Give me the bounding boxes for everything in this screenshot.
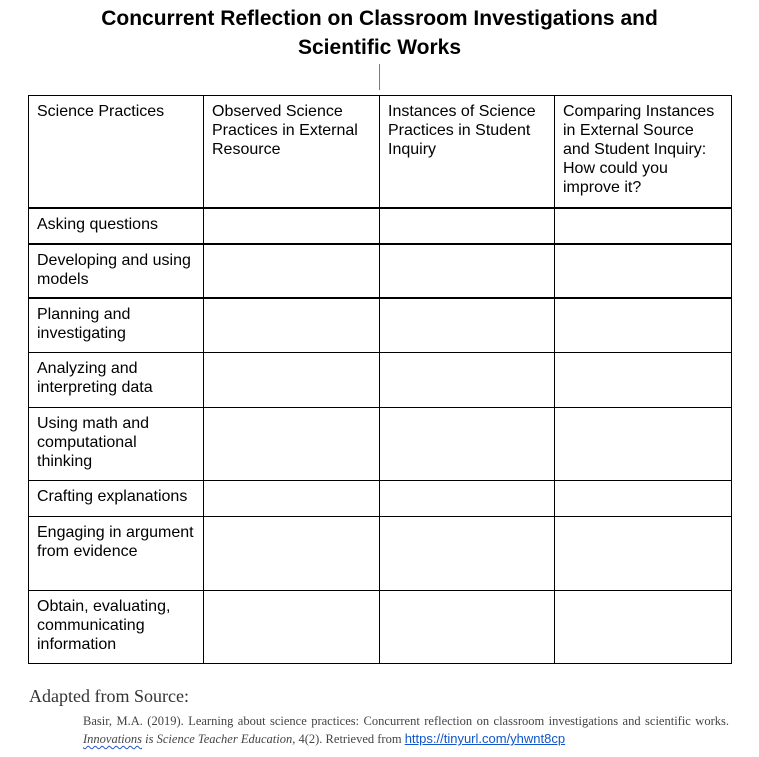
empty-cell[interactable] [380, 353, 555, 408]
empty-cell[interactable] [380, 481, 555, 517]
empty-cell[interactable] [380, 591, 555, 664]
table-header-row [29, 96, 732, 208]
table-row [29, 298, 732, 353]
spellcheck-underlined-word: Innovations [83, 732, 143, 746]
journal-name [83, 732, 295, 746]
practice-cell[interactable]: Planning and investigating [29, 298, 204, 353]
table-row [29, 208, 732, 244]
practice-cell[interactable]: Crafting explanations [29, 481, 204, 517]
practice-cell[interactable]: Asking questions [29, 208, 204, 244]
practice-cell[interactable]: Using math and computational thinking [29, 408, 204, 481]
header-cell-comparing-instances[interactable]: Comparing Instances in External Source and Student Inquiry: How could you improve it? [555, 96, 732, 208]
source-heading: Adapted from Source: [29, 686, 189, 706]
text-cursor [379, 64, 380, 90]
empty-cell[interactable] [204, 408, 380, 481]
empty-cell[interactable] [380, 408, 555, 481]
empty-cell[interactable] [380, 517, 555, 591]
citation [83, 712, 729, 748]
table-row [29, 408, 732, 481]
header-cell-observed-practices[interactable]: Observed Science Practices in External Resource [204, 96, 380, 208]
empty-cell[interactable] [555, 591, 732, 664]
table-row [29, 481, 732, 517]
reflection-table [28, 95, 732, 664]
header-cell-science-practices[interactable]: Science Practices [29, 96, 204, 208]
practice-cell[interactable]: Obtain, evaluating, communicating information [29, 591, 204, 664]
empty-cell[interactable] [555, 208, 732, 244]
table-row [29, 517, 732, 591]
citation-start: Basir, M.A. (2019). Learning about science practices: Concurrent reflection on classroom investigations and scientific works. [83, 714, 729, 728]
empty-cell[interactable] [204, 591, 380, 664]
header-cell-instances-student-inquiry[interactable]: Instances of Science Practices in Student Inquiry [380, 96, 555, 208]
empty-cell[interactable] [204, 353, 380, 408]
practice-cell[interactable]: Analyzing and interpreting data [29, 353, 204, 408]
citation-end: 4(2). Retrieved from [295, 732, 405, 746]
table-row [29, 591, 732, 664]
practice-cell[interactable]: Developing and using models [29, 244, 204, 298]
empty-cell[interactable] [555, 408, 732, 481]
document-title: Concurrent Reflection on Classroom Investigations and Scientific Works [101, 7, 658, 59]
empty-cell[interactable] [380, 208, 555, 244]
empty-cell[interactable] [204, 244, 380, 298]
empty-cell[interactable] [204, 517, 380, 591]
source-link[interactable]: https://tinyurl.com/yhwnt8cp [404, 731, 566, 746]
table-row [29, 353, 732, 408]
empty-cell[interactable] [204, 298, 380, 353]
empty-cell[interactable] [555, 517, 732, 591]
practice-cell[interactable]: Engaging in argument from evidence [29, 517, 204, 591]
empty-cell[interactable] [555, 298, 732, 353]
empty-cell[interactable] [204, 481, 380, 517]
table-row [29, 244, 732, 298]
empty-cell[interactable] [555, 481, 732, 517]
empty-cell[interactable] [204, 208, 380, 244]
journal-rest: is Science Teacher Education, [142, 732, 296, 746]
empty-cell[interactable] [555, 244, 732, 298]
empty-cell[interactable] [380, 298, 555, 353]
empty-cell[interactable] [380, 244, 555, 298]
empty-cell[interactable] [555, 353, 732, 408]
